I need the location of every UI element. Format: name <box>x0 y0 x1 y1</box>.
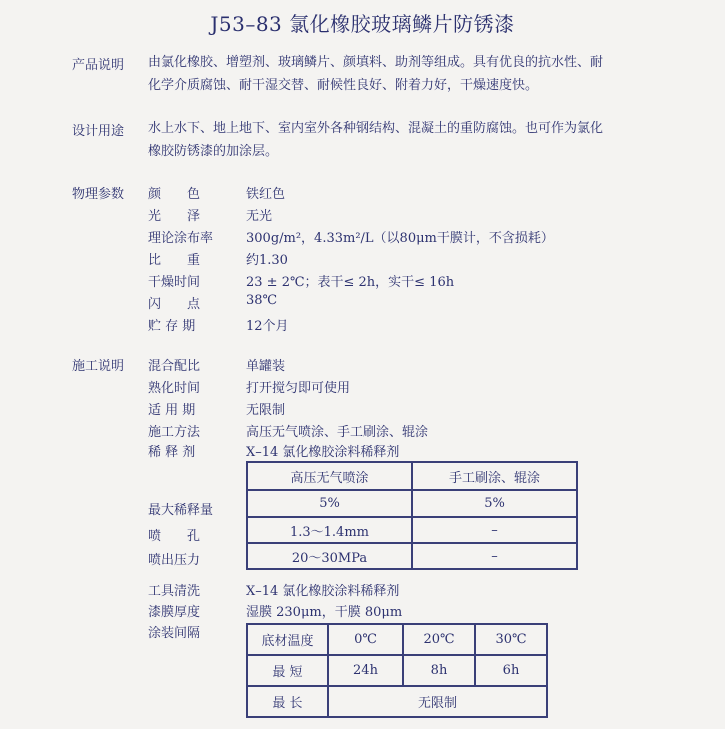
param-label-drying: 干燥时间 <box>148 275 201 290</box>
t1-cell-tip-airless: 1.3～1.4mm <box>247 517 412 543</box>
product-line-1: 由氯化橡胶、增塑剂、玻璃鳞片、颜填料、助剂等组成。具有优良的抗水性、耐 <box>148 55 604 70</box>
recoat-interval-table <box>246 623 548 718</box>
t2-shortest-0c: 24h <box>328 655 403 686</box>
app-value-induction: 打开搅匀即可使用 <box>246 381 351 396</box>
t1-row-label-tip: 喷 孔 <box>148 529 201 544</box>
t2-label-shortest: 最 短 <box>247 655 328 686</box>
app-label-thinner: 稀 释 剂 <box>148 445 196 460</box>
t1-cell-tip-brush: – <box>412 517 577 543</box>
app-label-mixing: 混合配比 <box>148 359 201 374</box>
t1-header-airless: 高压无气喷涂 <box>247 462 412 490</box>
t2-header-20c: 20℃ <box>403 624 475 655</box>
table-row <box>247 686 547 717</box>
param-label-coverage: 理论涂布率 <box>148 231 214 246</box>
app-label-cleaning: 工具清洗 <box>148 584 201 599</box>
app-label-method: 施工方法 <box>148 425 201 440</box>
app-value-method: 高压无气喷涂、手工刷涂、辊涂 <box>246 425 429 440</box>
thinning-table <box>246 461 578 570</box>
t2-longest-value: 无限制 <box>328 686 547 717</box>
app-value-pot-life: 无限制 <box>246 403 286 418</box>
param-value-density: 约1.30 <box>246 253 288 268</box>
section-label-application: 施工说明 <box>72 359 125 374</box>
app-label-film-thickness: 漆膜厚度 <box>148 605 201 620</box>
table-row <box>247 624 547 655</box>
param-label-color: 颜 色 <box>148 187 201 202</box>
t2-label-longest: 最 长 <box>247 686 328 717</box>
app-value-mixing: 单罐装 <box>246 359 286 374</box>
section-label-physical: 物理参数 <box>72 187 125 202</box>
t1-cell-max-airless: 5% <box>247 490 412 517</box>
t1-cell-pressure-brush: – <box>412 543 577 569</box>
app-label-pot-life: 适 用 期 <box>148 403 196 418</box>
t2-header-0c: 0℃ <box>328 624 403 655</box>
param-value-gloss: 无光 <box>246 209 273 224</box>
param-label-shelf-life: 贮 存 期 <box>148 319 196 334</box>
usage-line-2: 橡胶防锈漆的加涂层。 <box>148 144 279 159</box>
app-value-cleaning: X–14 氯化橡胶涂料稀释剂 <box>246 584 400 599</box>
param-value-shelf-life: 12个月 <box>246 319 289 334</box>
param-label-gloss: 光 泽 <box>148 209 201 224</box>
param-value-color: 铁红色 <box>246 187 286 202</box>
param-value-drying: 23 ± 2℃；表干≤ 2h，实干≤ 16h <box>246 275 455 290</box>
table-row <box>247 543 577 569</box>
section-label-usage: 设计用途 <box>72 124 125 139</box>
app-value-thinner: X–14 氯化橡胶涂料稀释剂 <box>246 445 400 460</box>
product-line-2: 化学介质腐蚀、耐干湿交替、耐候性良好、附着力好，干燥速度快。 <box>148 78 539 93</box>
table-row <box>247 517 577 543</box>
t1-header-brush: 手工刷涂、辊涂 <box>412 462 577 490</box>
usage-description <box>148 117 648 163</box>
param-value-coverage: 300g/m²，4.33m²/L（以80μm干膜计，不含损耗） <box>246 231 554 246</box>
app-label-induction: 熟化时间 <box>148 381 201 396</box>
t1-cell-max-brush: 5% <box>412 490 577 517</box>
t2-header-substrate-temp: 底材温度 <box>247 624 328 655</box>
t2-shortest-20c: 8h <box>403 655 475 686</box>
page-title: J53–83 氯化橡胶玻璃鳞片防锈漆 <box>210 12 515 36</box>
t2-shortest-30c: 6h <box>475 655 547 686</box>
t2-header-30c: 30℃ <box>475 624 547 655</box>
t1-row-label-max-thinning: 最大稀释量 <box>148 503 214 518</box>
param-label-density: 比 重 <box>148 253 201 268</box>
table-row <box>247 490 577 517</box>
app-label-recoat-interval: 涂装间隔 <box>148 626 201 641</box>
param-value-flashpoint: 38℃ <box>246 293 278 308</box>
t1-cell-pressure-airless: 20～30MPa <box>247 543 412 569</box>
product-description <box>148 51 648 97</box>
usage-line-1: 水上水下、地上地下、室内室外各种钢结构、混凝土的重防腐蚀。也可作为氯化 <box>148 121 604 136</box>
app-value-film-thickness: 湿膜 230μm，干膜 80μm <box>246 605 403 620</box>
table-row <box>247 462 577 490</box>
table-row <box>247 655 547 686</box>
param-label-flashpoint: 闪 点 <box>148 297 201 312</box>
section-label-product: 产品说明 <box>72 58 125 73</box>
t1-row-label-pressure: 喷出压力 <box>148 553 201 568</box>
